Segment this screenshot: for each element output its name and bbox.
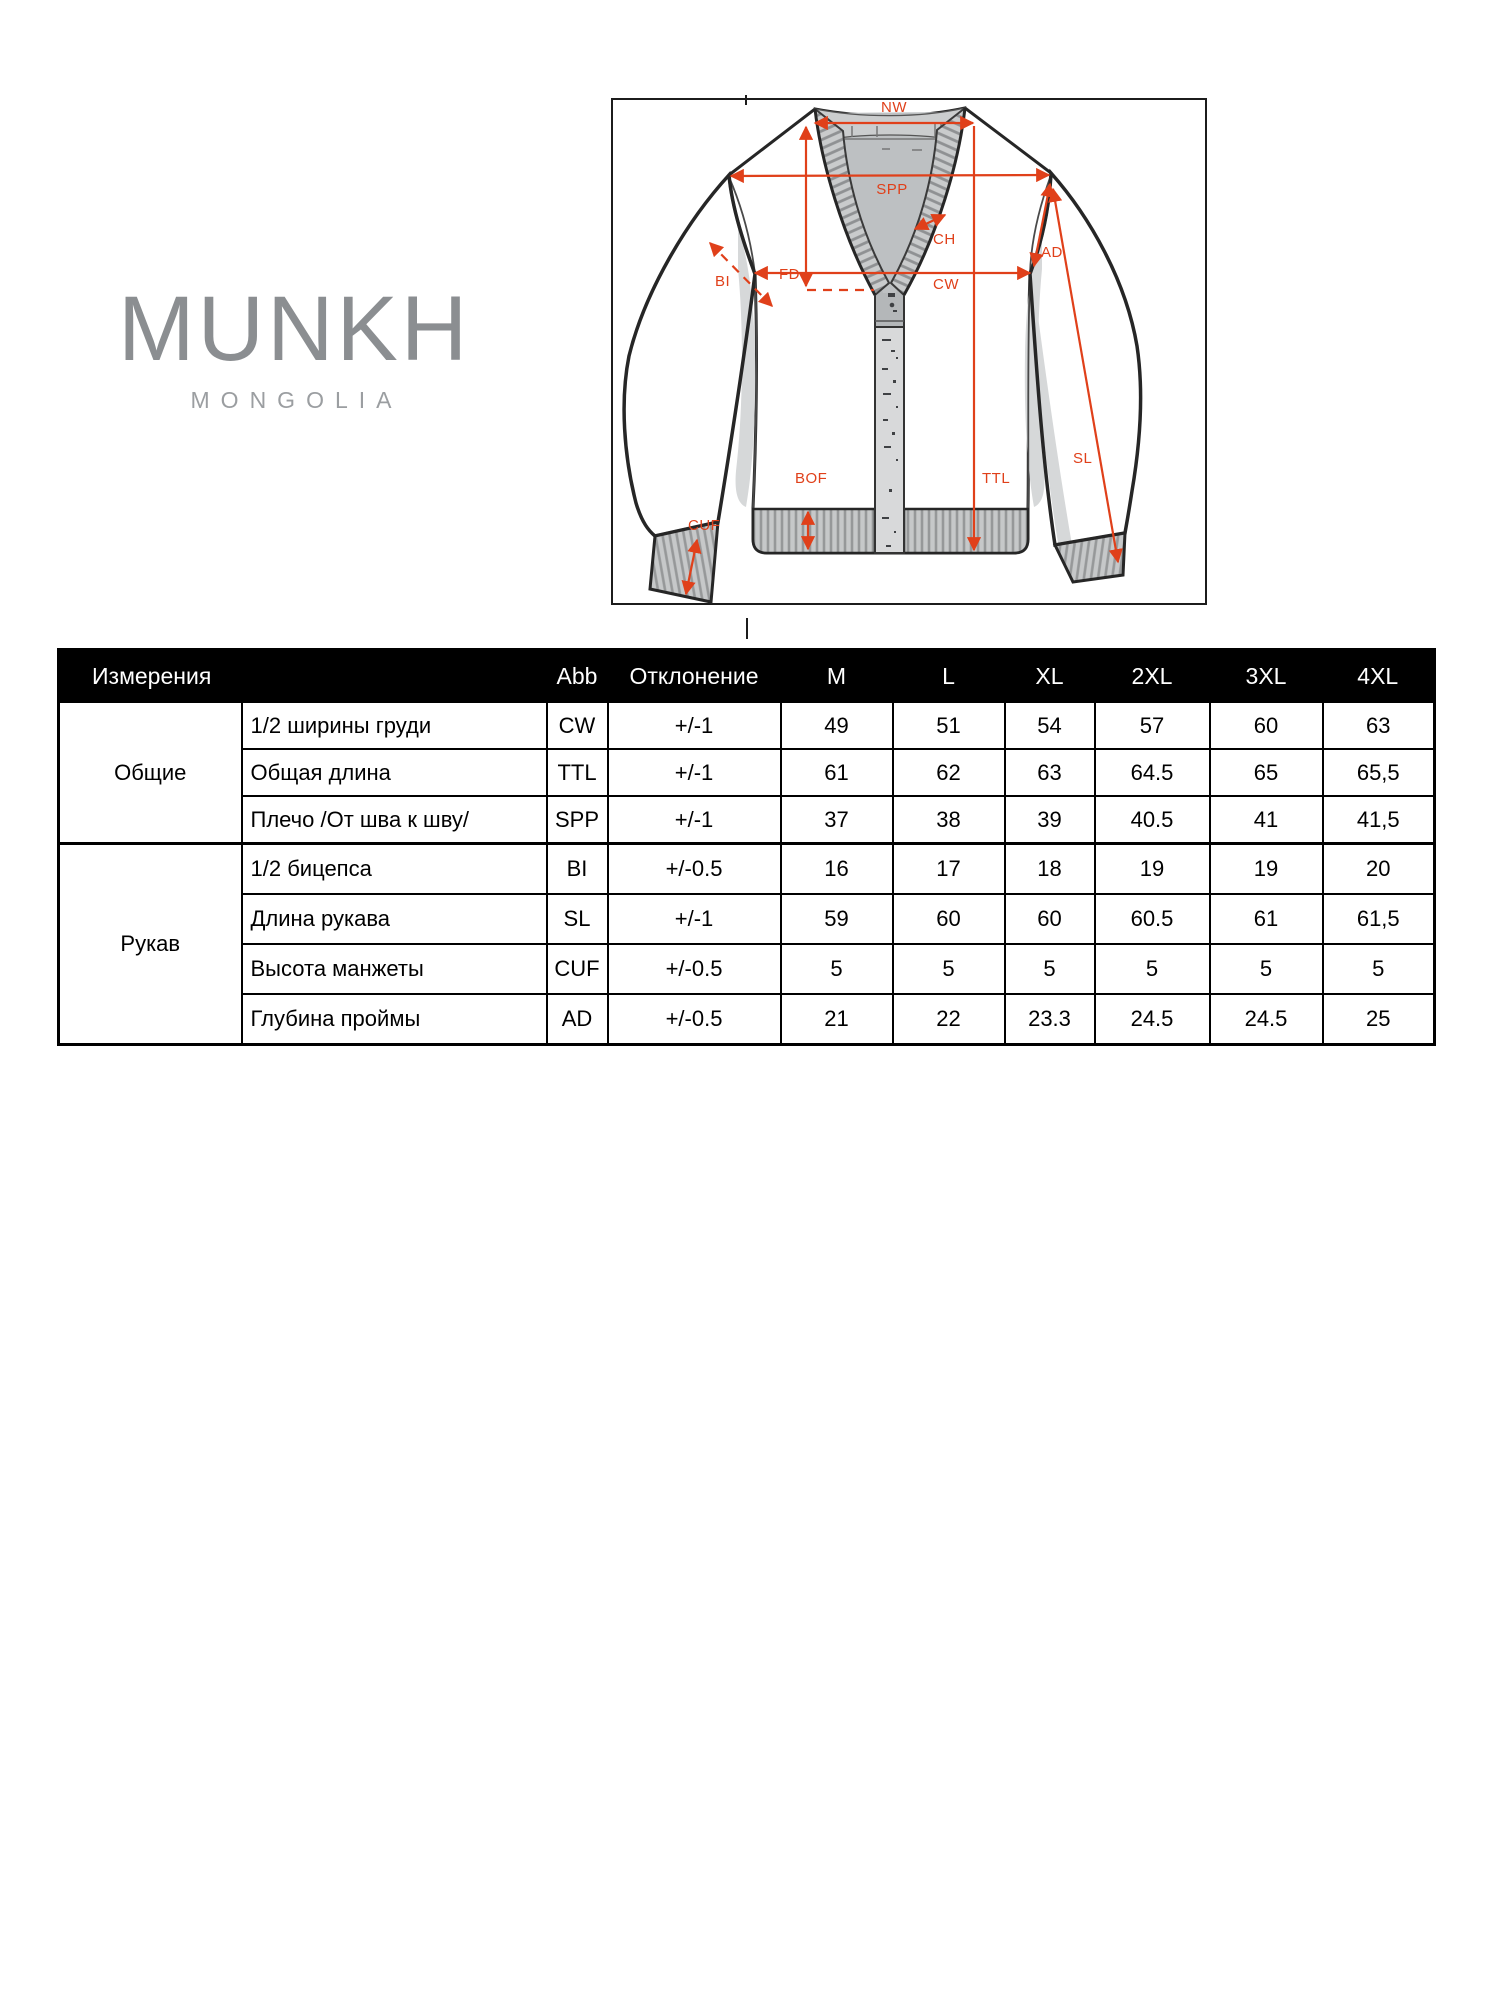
value-cell: 5 [1005,944,1095,994]
garment-diagram [604,91,1216,641]
deviation-cell: +/-0.5 [608,844,781,895]
header-size-3xl: 3XL [1210,650,1323,703]
group-label: Рукав [59,844,242,1045]
value-cell: 62 [893,749,1005,796]
value-cell: 63 [1323,702,1435,749]
value-cell: 41,5 [1323,796,1435,844]
deviation-cell: +/-0.5 [608,944,781,994]
header-size-2xl: 2XL [1095,650,1210,703]
value-cell: 51 [893,702,1005,749]
value-cell: 16 [781,844,893,895]
bi-label: BI [715,273,731,290]
value-cell: 17 [893,844,1005,895]
value-cell: 54 [1005,702,1095,749]
value-cell: 59 [781,894,893,944]
cuf-label: CUF [688,517,721,534]
cw-label: CW [933,276,959,293]
value-cell: 63 [1005,749,1095,796]
deviation-cell: +/-1 [608,702,781,749]
abbreviation-cell: SPP [547,796,608,844]
value-cell: 60 [1005,894,1095,944]
table-row [59,894,1435,944]
value-cell: 60 [893,894,1005,944]
header-size-4xl: 4XL [1323,650,1435,703]
value-cell: 21 [781,994,893,1045]
table-row [59,944,1435,994]
ad-label: AD [1041,244,1063,261]
brand-name: MUNKH [118,278,471,380]
deviation-cell: +/-0.5 [608,994,781,1045]
value-cell: 64.5 [1095,749,1210,796]
size-table-body [59,702,1435,1045]
value-cell: 37 [781,796,893,844]
value-cell: 18 [1005,844,1095,895]
value-cell: 5 [1095,944,1210,994]
value-cell: 5 [893,944,1005,994]
brand-subtitle: MONGOLIA [190,387,403,413]
deviation-cell: +/-1 [608,894,781,944]
abbreviation-cell: AD [547,994,608,1045]
value-cell: 57 [1095,702,1210,749]
header-size-xl: XL [1005,650,1095,703]
table-row [59,844,1435,895]
table-row [59,796,1435,844]
value-cell: 61,5 [1323,894,1435,944]
header-row [59,650,1435,703]
header-measurements: Измерения [59,650,547,703]
value-cell: 41 [1210,796,1323,844]
measurement-name: 1/2 бицепса [242,844,547,895]
abbreviation-cell: TTL [547,749,608,796]
hem-right [904,509,1028,553]
value-cell: 19 [1210,844,1323,895]
value-cell: 49 [781,702,893,749]
abbreviation-cell: BI [547,844,608,895]
value-cell: 22 [893,994,1005,1045]
value-cell: 20 [1323,844,1435,895]
header-deviation: Отклонение [608,650,781,703]
deviation-cell: +/-1 [608,749,781,796]
value-cell: 65 [1210,749,1323,796]
value-cell: 24.5 [1095,994,1210,1045]
measurement-name: Плечо /От шва к шву/ [242,796,547,844]
nw-label: NW [881,99,907,116]
measurement-name: Глубина проймы [242,994,547,1045]
abbreviation-cell: CW [547,702,608,749]
value-cell: 24.5 [1210,994,1323,1045]
value-cell: 19 [1095,844,1210,895]
hem-left [753,509,875,553]
value-cell: 61 [1210,894,1323,944]
bof-label: BOF [795,470,828,487]
ttl-label: TTL [982,470,1011,487]
size-table-header [59,650,1435,703]
brand-logo [118,278,471,413]
group-label: Общие [59,702,242,844]
measurement-name: Высота манжеты [242,944,547,994]
value-cell: 5 [781,944,893,994]
value-cell: 25 [1323,994,1435,1045]
spp-label: SPP [876,181,908,198]
measurement-name: Общая длина [242,749,547,796]
size-table [57,648,1436,1046]
table-row [59,702,1435,749]
value-cell: 39 [1005,796,1095,844]
abbreviation-cell: CUF [547,944,608,994]
deviation-cell: +/-1 [608,796,781,844]
table-row [59,749,1435,796]
header-size-m: M [781,650,893,703]
ch-label: CH [933,231,956,248]
fd-label: FD [779,266,800,283]
spp-arrow [731,175,1049,176]
measurement-name: Длина рукава [242,894,547,944]
value-cell: 5 [1323,944,1435,994]
value-cell: 60.5 [1095,894,1210,944]
header-size-l: L [893,650,1005,703]
header-abb: Abb [547,650,608,703]
value-cell: 60 [1210,702,1323,749]
value-cell: 5 [1210,944,1323,994]
placket [875,327,904,553]
value-cell: 65,5 [1323,749,1435,796]
table-row [59,994,1435,1045]
sl-label: SL [1073,450,1093,467]
value-cell: 38 [893,796,1005,844]
abbreviation-cell: SL [547,894,608,944]
value-cell: 40.5 [1095,796,1210,844]
left-cuff [650,522,718,602]
measurement-name: 1/2 ширины груди [242,702,547,749]
value-cell: 61 [781,749,893,796]
value-cell: 23.3 [1005,994,1095,1045]
